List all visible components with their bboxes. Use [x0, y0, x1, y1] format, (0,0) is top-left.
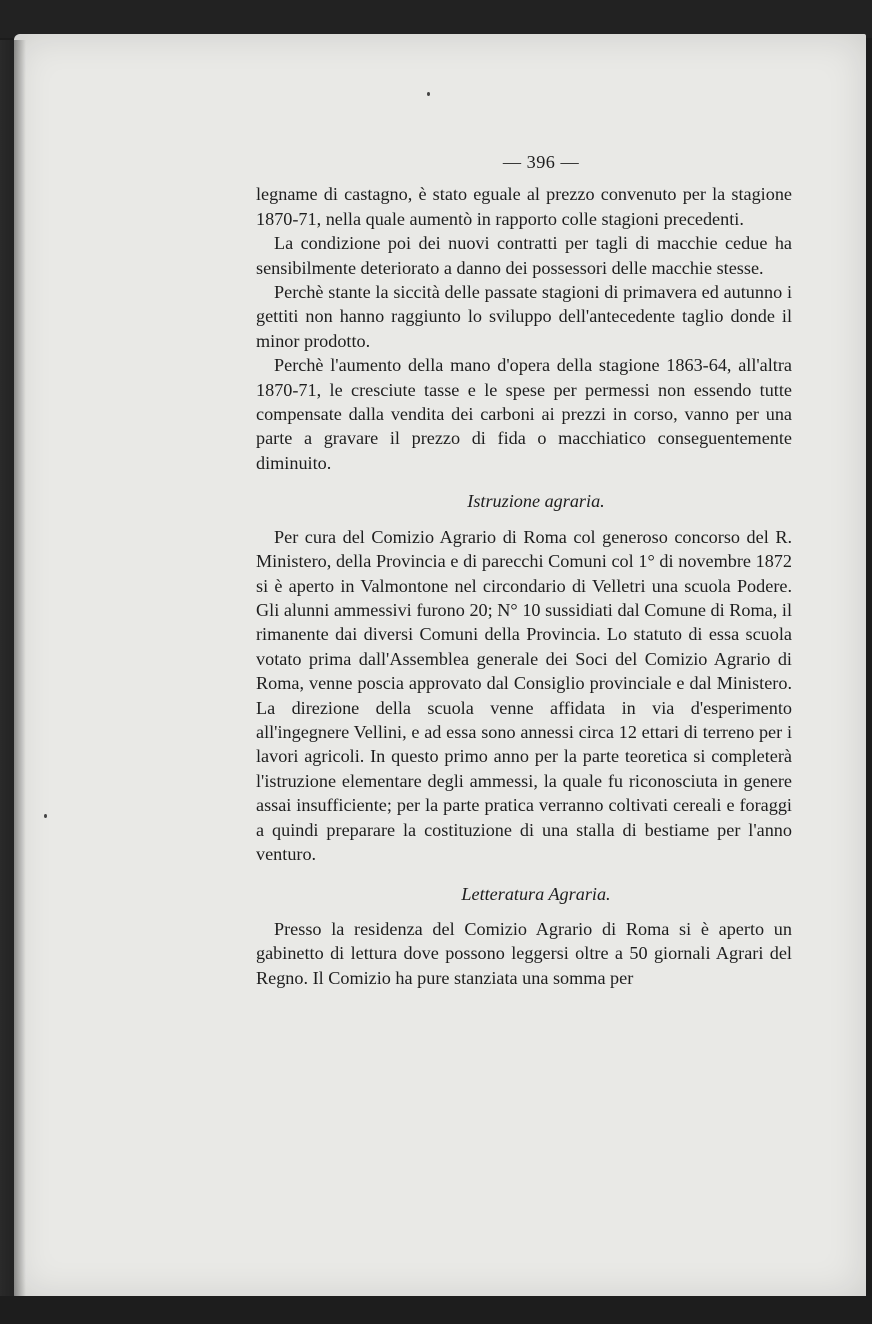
- paragraph: Perchè l'aumento della mano d'opera della stagione 1863-64, all'altra 1870-71, le cresciute tasse e le spese per permessi non essendo tutte compensate dalla vendita dei carboni ai prezzi in corso, vanno per una parte a gravare il prezzo di fida o macchiatico conseguentemente diminuito.: [256, 355, 792, 473]
- print-speck: [44, 814, 47, 818]
- paragraph: Perchè stante la siccità delle passate stagioni di primavera ed autunno i gettiti non hanno raggiunto lo sviluppo dell'antecedente taglio donde il minor prodotto.: [256, 282, 792, 351]
- scan-top-border: [0, 0, 872, 38]
- paragraph: Presso la residenza del Comizio Agrario di Roma si è aperto un gabinetto di lettura dove possono leggersi oltre a 50 giornali Agrari del Regno. Il Comizio ha pure stanziata una somma per: [256, 918, 792, 988]
- paragraph: legname di castagno, è stato eguale al prezzo convenuto per la stagione 1870-71, nella quale aumentò in rapporto colle stagioni precedenti.: [256, 184, 792, 229]
- print-speck: [427, 92, 430, 96]
- binding-shadow: [0, 40, 26, 1300]
- paragraph: Per cura del Comizio Agrario di Roma col generoso concorso del R. Ministero, della Provincia e di parecchi Comuni col 1° di novembre 1872 si è aperto in Valmontone nel circondario di Velletri una scuola Podere. Gli alunni ammessivi furono 20; N° 10 sussidiati dal Comune di Roma, il rimanente dai diversi Comuni della Provincia. Lo statuto di essa scuola votato prima dall'Assemblea generale dei Soci del Comizio Agrario di Roma, venne poscia approvato dal Consiglio provinciale e dal Ministero. La direzione della scuola venne affidata in via d'esperimento all'ingegnere Vellini, e ad essa sono annessi circa 12 ettari di terreno per i lavori agricoli. In questo primo anno per la parte teoretica si completerà l'istruzione elementare degli ammessi, la quale fu riconosciuta in genere assai insufficiente; per la parte pratica verranno coltivati cereali e foraggi a quindi preparare la costituzione di una stalla di bestiame per l'anno venturo.: [256, 526, 792, 864]
- scan-bottom-border: [0, 1296, 872, 1324]
- section-heading: Letteratura Agraria.: [461, 884, 611, 905]
- paragraph: La condizione poi dei nuovi contratti per tagli di macchie cedue ha sensibilmente deteriorato a danno dei possessori delle macchie stesse.: [256, 233, 792, 278]
- page-text: [256, 150, 792, 990]
- section-heading: Istruzione agraria.: [467, 491, 605, 512]
- page-number: — 396 —: [502, 152, 580, 172]
